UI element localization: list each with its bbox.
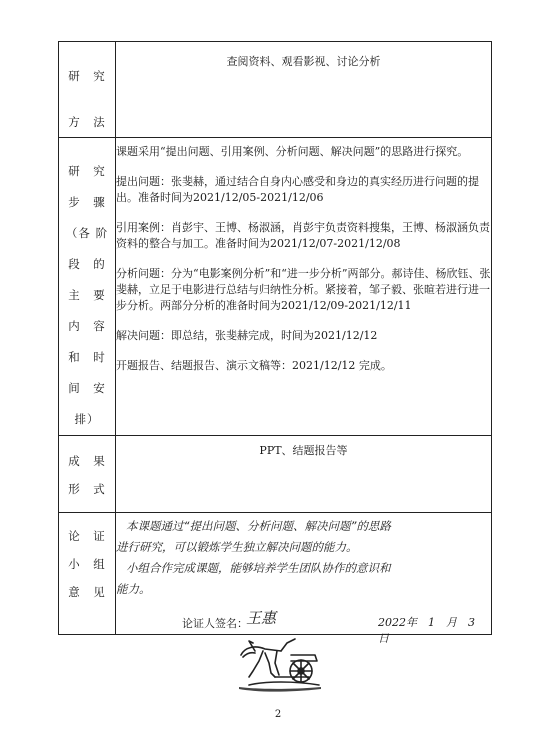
label-research-method xyxy=(59,42,116,138)
label-line: 研 究 xyxy=(68,69,106,83)
label-line: 研 究 xyxy=(68,164,106,178)
steps-paragraph: 引用案例：肖彭宇、王博、杨淑涵，肖彭宇负责资料搜集，王博、杨淑涵负责资料的整合与加工。准备时间为2021/12/07-2021/12/08 xyxy=(116,221,490,250)
steps-paragraph: 解决问题：即总结，张斐赫完成，时间为2021/12/12 xyxy=(116,329,378,342)
label-line: 内 容 xyxy=(68,319,106,333)
row-research-method xyxy=(59,42,492,138)
label-review-opinion xyxy=(59,513,116,635)
handwritten-line: 本课题通过“提出问题、分析问题、解决问题”的思路 xyxy=(126,519,391,533)
label-line: （各 阶 xyxy=(65,226,109,240)
label-line: 和 时 xyxy=(68,350,106,364)
steps-paragraph: 分析问题：分为“电影案例分析”和“进一步分析”两部分。郝诗佳、杨欣钰、张斐赫，立足于电影进行总结与归纳性分析。紧接着，邹子毅、张暄若进行进一步分析。两部分分析的准备时间为2021/12/09-2021/12/11 xyxy=(116,267,491,312)
label-line: 步 骤 xyxy=(68,195,106,209)
label-line: 段 的 xyxy=(68,257,106,271)
row-review-opinion xyxy=(59,513,492,635)
label-line: 成 果 xyxy=(68,454,106,468)
label-line: 形 式 xyxy=(68,482,106,496)
label-line: 论 证 xyxy=(68,529,106,543)
review-opinion-content xyxy=(116,513,492,645)
row-research-steps xyxy=(59,138,492,436)
label-line: 小 组 xyxy=(68,557,106,571)
bronze-horse-chariot-logo-icon xyxy=(235,631,323,693)
results-form-text: PPT、结题报告等 xyxy=(259,444,348,457)
handwritten-line: 能力。 xyxy=(116,582,151,596)
signature-name: 王惠 xyxy=(246,609,277,627)
handwritten-opinion xyxy=(116,516,491,600)
research-method-content xyxy=(116,42,492,138)
handwritten-line: 进行研究，可以锻炼学生独立解决问题的能力。 xyxy=(116,540,358,554)
research-plan-table xyxy=(58,41,492,645)
results-form-content xyxy=(116,436,492,513)
label-line: 方 法 xyxy=(68,115,106,129)
label-line: 意 见 xyxy=(68,585,106,599)
steps-paragraph: 课题采用“提出问题、引用案例、分析问题、解决问题”的思路进行探究。 xyxy=(116,145,469,158)
signature-label: 论证人签名： xyxy=(182,617,248,630)
research-method-text: 查阅资料、观看影视、讨论分析 xyxy=(226,55,381,68)
steps-paragraph: 开题报告、结题报告、演示文稿等：2021/12/12 完成。 xyxy=(116,359,392,372)
label-research-steps xyxy=(59,138,116,436)
row-results-form xyxy=(59,436,492,513)
research-steps-content xyxy=(116,138,492,436)
signature-date: 2022年 1 月 3 日 xyxy=(378,616,486,645)
label-line: 排） xyxy=(74,412,100,426)
steps-paragraph: 提出问题：张斐赫，通过结合自身内心感受和身边的真实经历进行问题的提出。准备时间为2021/12/05-2021/12/06 xyxy=(116,175,479,204)
label-results-form xyxy=(59,436,116,513)
label-line: 间 安 xyxy=(68,381,106,395)
label-line: 主 要 xyxy=(68,288,106,302)
page-number: 2 xyxy=(274,709,282,720)
handwritten-line: 小组合作完成课题，能够培养学生团队协作的意识和 xyxy=(126,561,391,575)
